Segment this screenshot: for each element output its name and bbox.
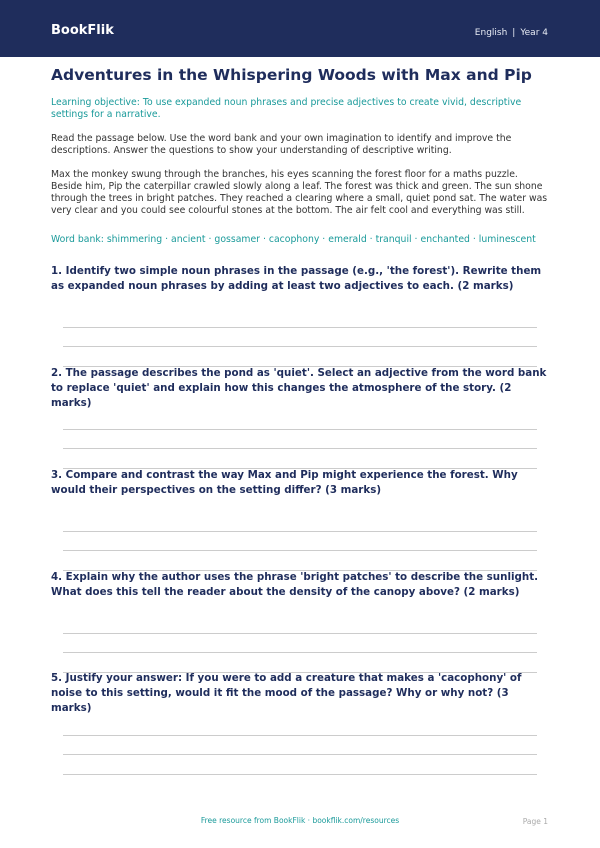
question-2: 2. The passage describes the pond as 'quiet'. Select an adjective from the word bank to replace 'quiet' and explain how this changes the atmosphere of the story. (2 marks) <box>51 367 547 409</box>
answer-line[interactable] <box>63 448 537 449</box>
instructions-text: Read the passage below. Use the word bank and your own imagination to identify and improve the descriptions. Answer the questions to show your understanding of descriptive writing. <box>51 133 512 156</box>
subject-year-label <box>475 27 548 39</box>
answer-line[interactable] <box>63 774 537 775</box>
worksheet-title: Adventures in the Whispering Woods with Max and Pip <box>51 66 532 84</box>
meta-separator: | <box>512 28 516 38</box>
answer-line[interactable] <box>63 429 537 430</box>
footer-credit: Free resource from BookFlik · bookflik.com/resources <box>200 816 400 825</box>
question-1: 1. Identify two simple noun phrases in the passage (e.g., 'the forest'). Rewrite them as expanded noun phrases by adding at least two adjectives to each. (2 marks) <box>51 265 542 292</box>
question-4: 4. Explain why the author uses the phrase 'bright patches' to describe the sunlight. What does this tell the reader about the density of the canopy above? (2 marks) <box>51 571 539 598</box>
page-header <box>0 0 600 57</box>
question-3: 3. Compare and contrast the way Max and Pip might experience the forest. Why would their perspectives on the setting differ? (3 marks) <box>51 469 518 496</box>
answer-line[interactable] <box>63 531 537 532</box>
answer-line[interactable] <box>63 652 537 653</box>
answer-line[interactable] <box>63 754 537 755</box>
answer-line[interactable] <box>63 327 537 328</box>
question-5: 5. Justify your answer: If you were to add a creature that makes a 'cacophony' of noise to this setting, would it fit the mood of the passage? Why or why not? (3 marks) <box>51 672 522 714</box>
reading-passage: Max the monkey swung through the branches, his eyes scanning the forest floor for a maths puzzle. Beside him, Pip the caterpillar crawled slowly along a leaf. The forest was thick and green. The sun shone through the trees in bright patches. They reached a clearing where a small, quiet pond sat. The water was very clear and you could see colourful stones at the bottom. The air felt cool and everything was still. <box>51 169 548 216</box>
page-number: Page 1 <box>522 817 548 826</box>
brand-logo-text: BookFlik <box>51 23 114 38</box>
answer-line[interactable] <box>63 346 537 347</box>
learning-objective: Learning objective: To use expanded noun phrases and precise adjectives to create vivid, descriptive settings for a narrative. <box>51 97 522 120</box>
answer-line[interactable] <box>63 633 537 634</box>
answer-line[interactable] <box>63 550 537 551</box>
word-bank: Word bank: shimmering · ancient · gossamer · cacophony · emerald · tranquil · enchanted · luminescent <box>51 234 536 245</box>
year-label: Year 4 <box>520 28 548 38</box>
answer-line[interactable] <box>63 735 537 736</box>
subject-label: English <box>474 28 508 38</box>
